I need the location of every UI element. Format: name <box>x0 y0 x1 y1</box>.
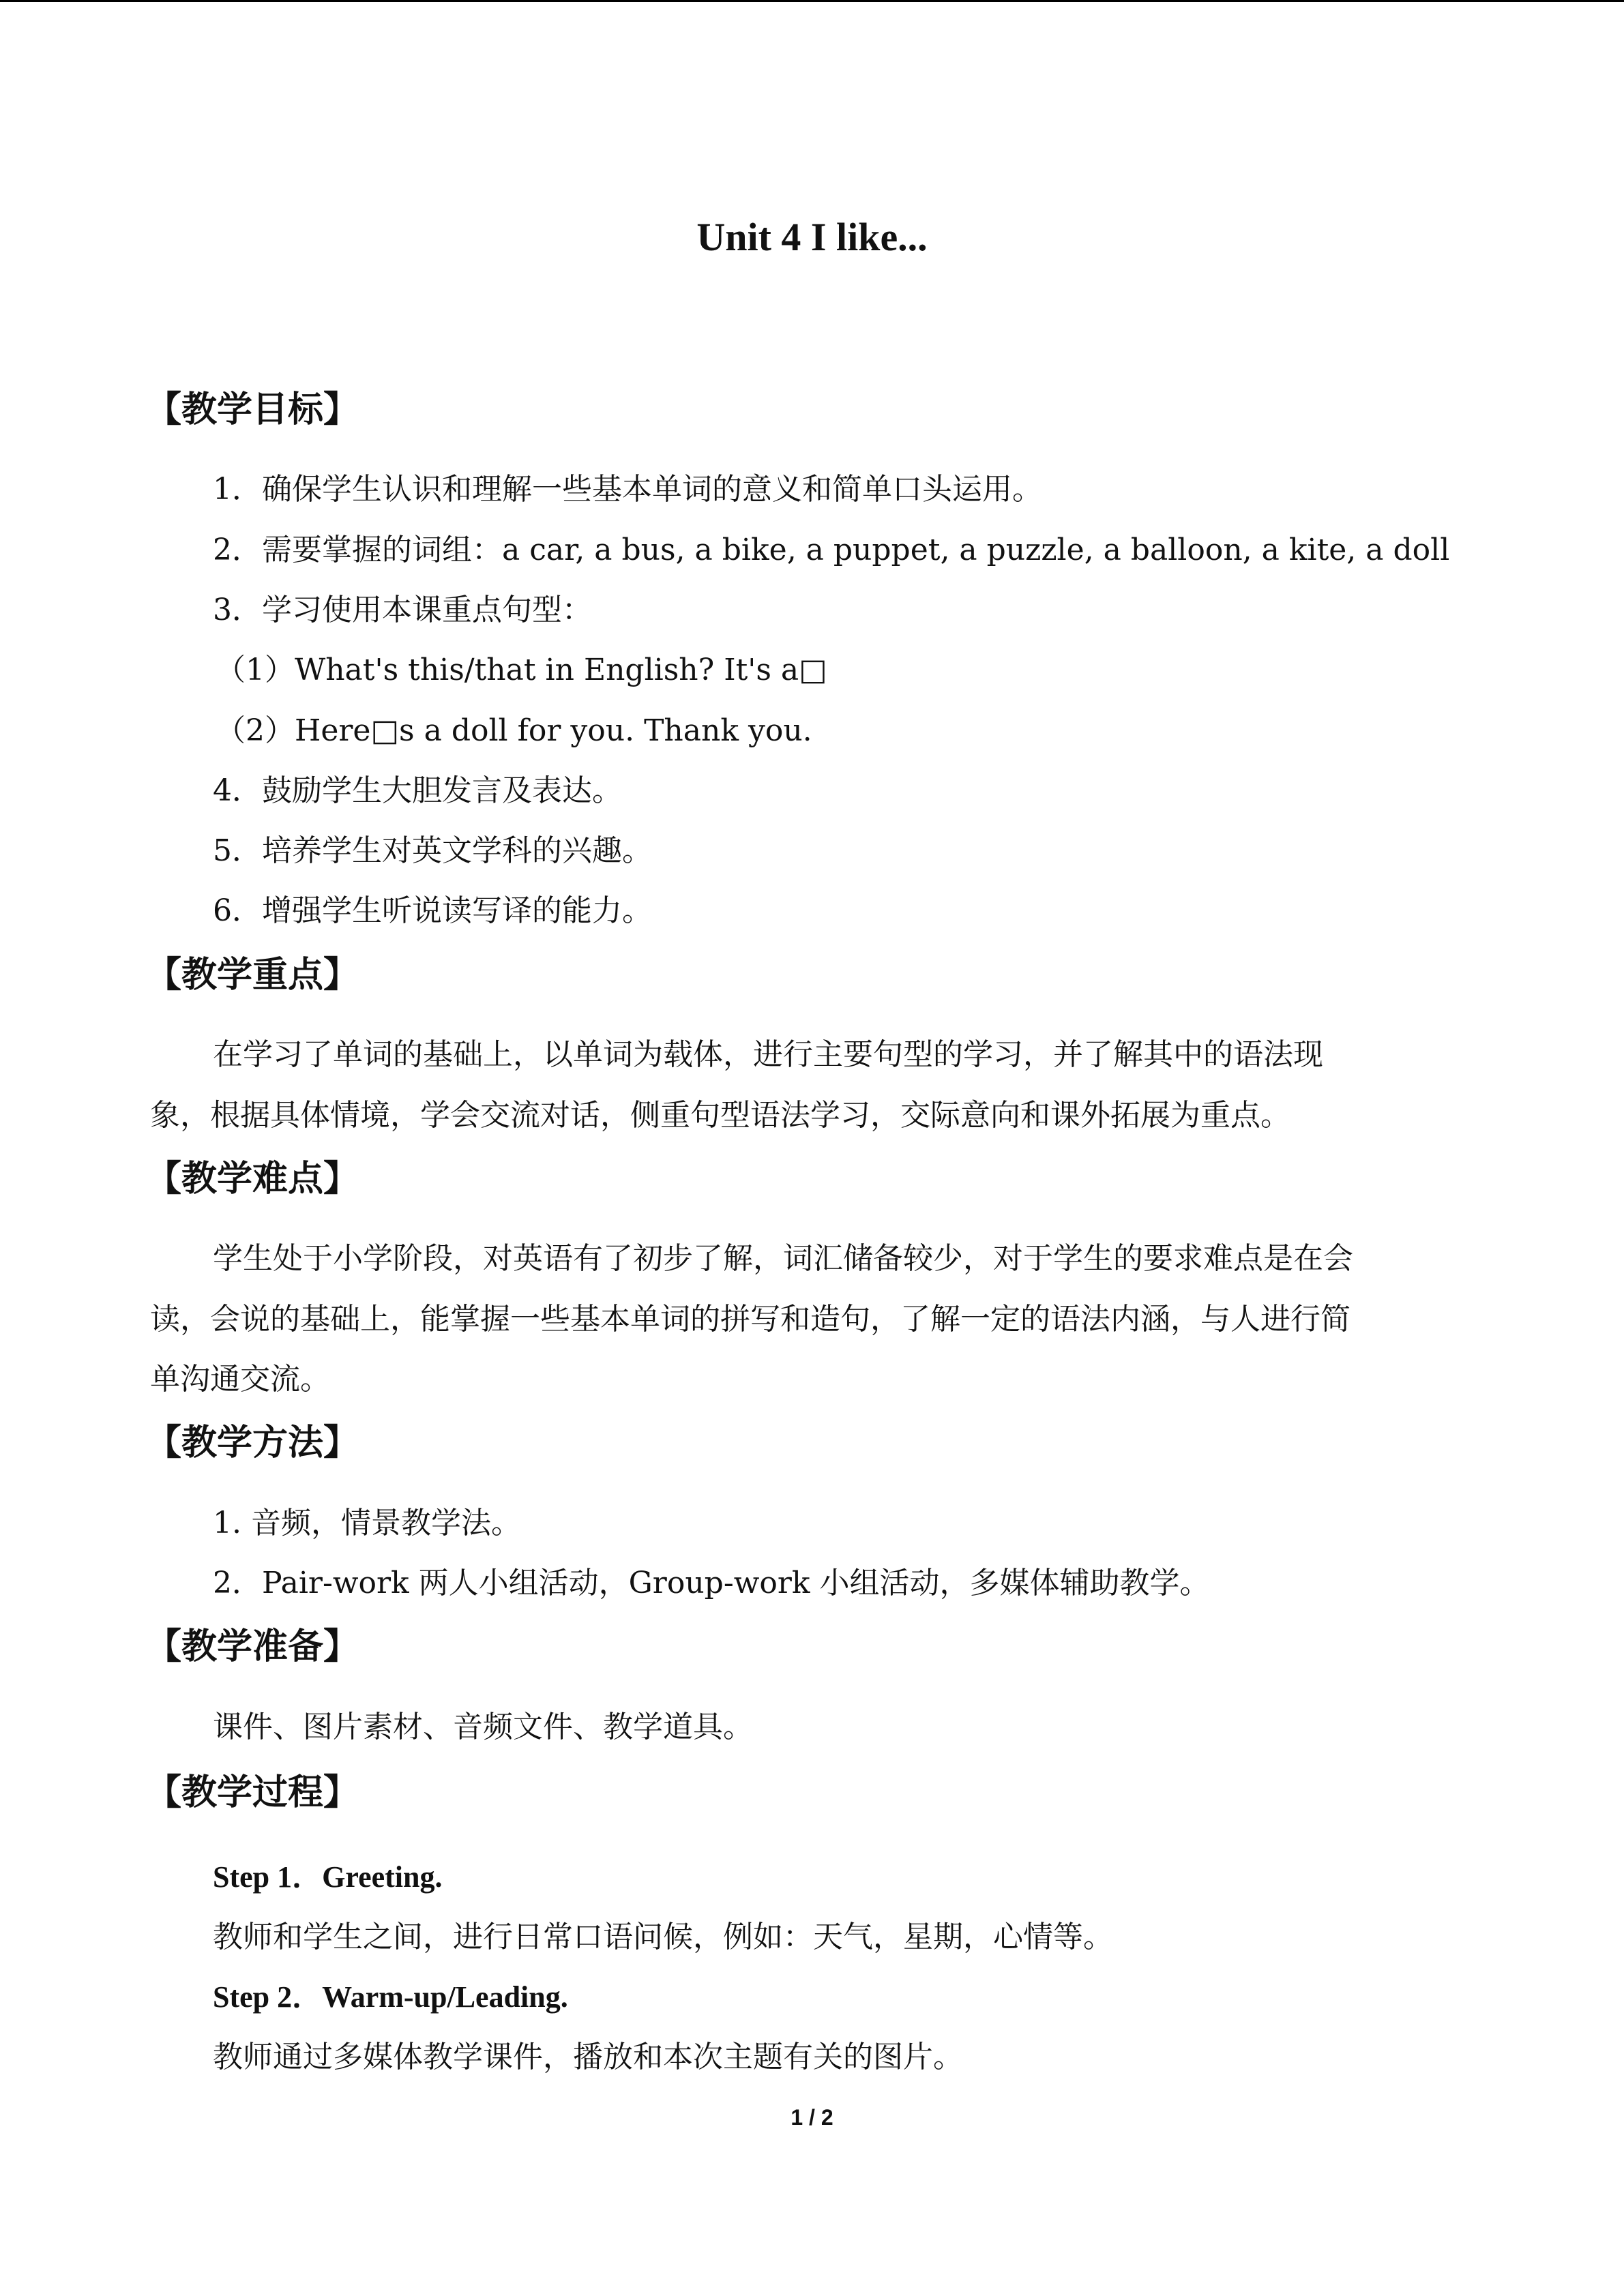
document-title: Unit 4 I like... <box>696 215 928 259</box>
preparation-text: 课件、图片素材、音频文件、教学道具。 <box>213 1710 753 1744</box>
objective-item-5: 5．培养学生对英文学科的兴趣。 <box>213 833 652 868</box>
objective-item-3: 3．学习使用本课重点句型： <box>213 593 592 627</box>
objective-item-6: 6．增强学生听说读写译的能力。 <box>213 893 652 928</box>
heading-preparation: 【教学准备】 <box>146 1626 359 1667</box>
heading-methods: 【教学方法】 <box>146 1422 359 1463</box>
heading-process: 【教学过程】 <box>146 1772 359 1813</box>
page-number: 1 / 2 <box>791 2105 833 2130</box>
heading-difficulties: 【教学难点】 <box>146 1159 359 1199</box>
objective-item-4: 4．鼓励学生大胆发言及表达。 <box>213 773 622 808</box>
key-points-line-1: 在学习了单词的基础上，以单词为载体，进行主要句型的学习，并了解其中的语法现 <box>213 1037 1323 1072</box>
heading-objectives: 【教学目标】 <box>146 389 359 430</box>
step-2-text: 教师通过多媒体教学课件，播放和本次主题有关的图片。 <box>213 2040 963 2074</box>
objective-subitem-2: （2）Here□s a doll for you. Thank you. <box>216 713 812 748</box>
step-1-text: 教师和学生之间，进行日常口语问候，例如：天气，星期，心情等。 <box>213 1920 1113 1954</box>
difficulties-line-1: 学生处于小学阶段，对英语有了初步了解，词汇储备较少，对于学生的要求难点是在会 <box>213 1241 1353 1276</box>
method-item-2: 2．Pair-work 两人小组活动，Group-work 小组活动，多媒体辅助教学。 <box>213 1566 1210 1600</box>
heading-key-points: 【教学重点】 <box>146 955 359 996</box>
objective-item-2: 2．需要掌握的词组：a car, a bus, a bike, a puppet, a puzzle, a balloon, a kite, a doll <box>213 533 1450 567</box>
objective-item-1: 1．确保学生认识和理解一些基本单词的意义和简单口头运用。 <box>213 472 1042 507</box>
key-points-line-2: 象，根据具体情境，学会交流对话，侧重句型语法学习，交际意向和课外拓展为重点。 <box>150 1098 1290 1133</box>
step-1-title: Step 1．Greeting. <box>213 1860 443 1894</box>
method-item-1: 1. 音频，情景教学法。 <box>213 1506 521 1540</box>
difficulties-line-3: 单沟通交流。 <box>150 1362 330 1397</box>
step-2-title: Step 2．Warm-up/Leading. <box>213 1980 568 2014</box>
objective-subitem-1: （1）What's this/that in English? It's a□ <box>216 653 827 687</box>
difficulties-line-2: 读，会说的基础上，能掌握一些基本单词的拼写和造句，了解一定的语法内涵，与人进行简 <box>150 1302 1350 1337</box>
